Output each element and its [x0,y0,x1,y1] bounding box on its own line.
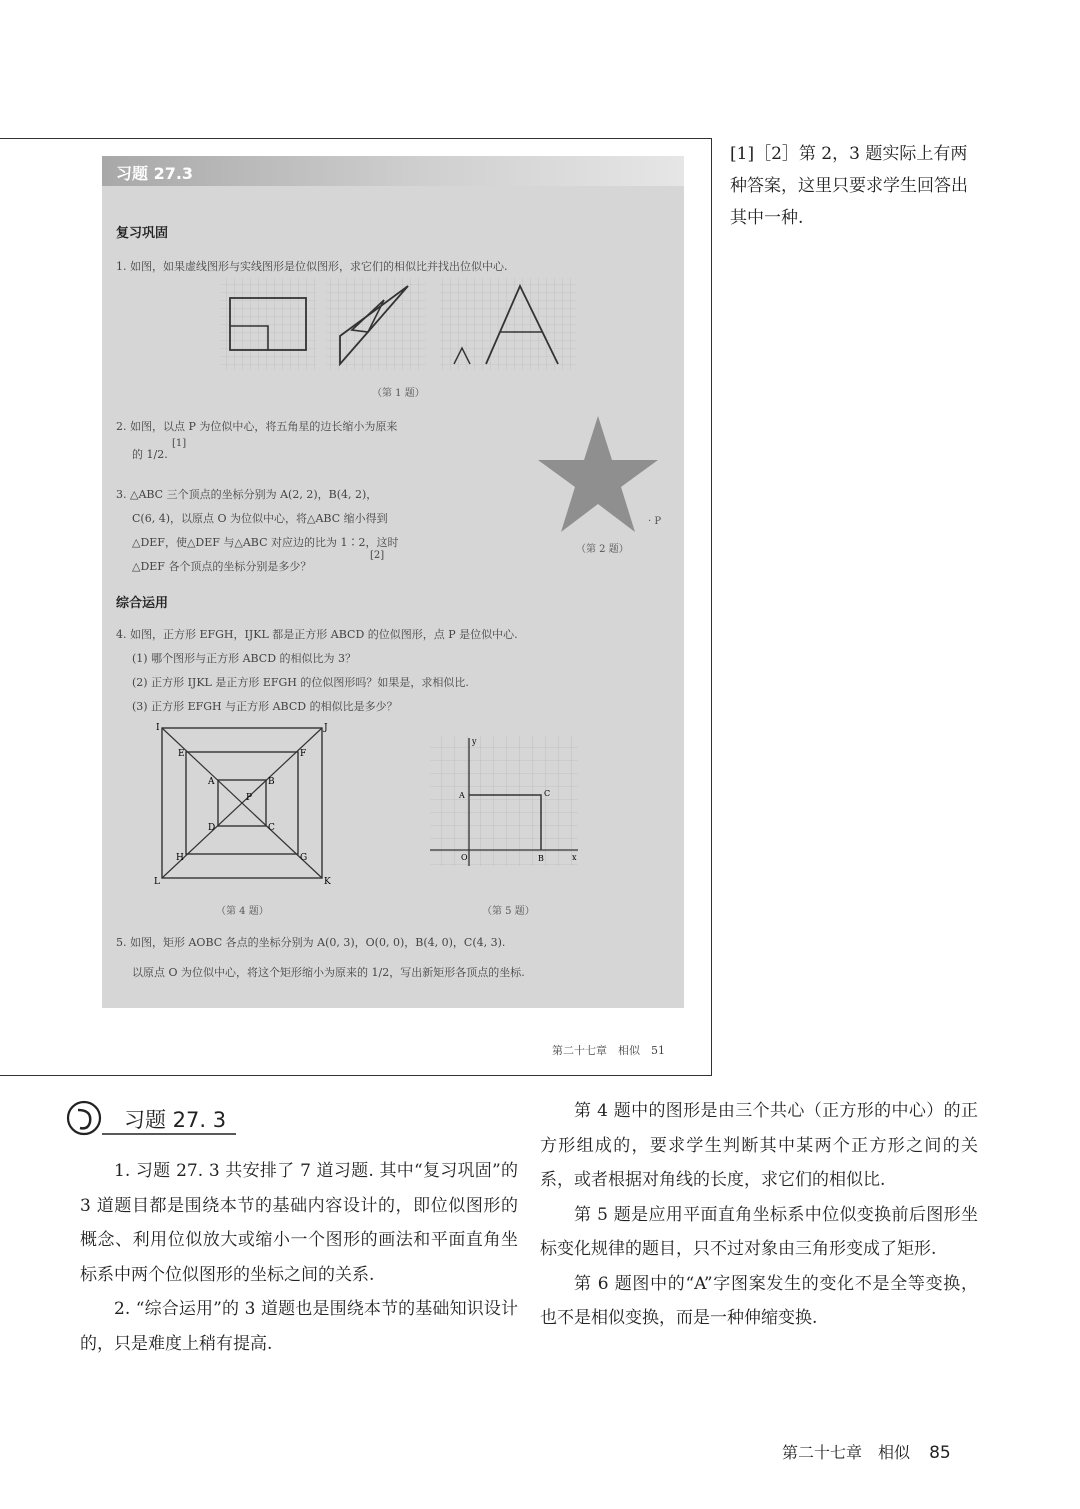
paragraph: 第 6 题图中的“A”字图案发生的变化不是全等变换，也不是相似变换，而是一种伸缩变换. [540,1273,978,1328]
figure-1 [218,276,578,376]
figure-2-star [536,412,664,536]
exercise-header-bar [102,156,684,186]
label-c: C [268,823,275,833]
page-footer [782,1440,951,1463]
label-a: A [208,777,215,787]
left-column [80,1154,518,1361]
question-5-line2: 以原点 O 为位似中心，将这个矩形缩小为原来的 1/2，写出新矩形各顶点的坐标. [132,966,525,979]
question-2-line2: 的 1/2. [132,448,168,461]
fig5-caption: （第 5 题） [482,906,535,917]
question-3-line1: 3. △ABC 三个顶点的坐标分别为 A(2, 2)，B(4, 2)， [116,488,378,501]
question-4-part2: (2) 正方形 IJKL 是正方形 EFGH 的位似图形吗？如果是，求相似比. [132,676,469,689]
grid-1a [220,278,316,370]
figure-4 [154,722,336,888]
side-note: [1]［2］第 2，3 题实际上有两种答案，这里只要求学生回答出其中一种. [730,144,968,228]
x-label: x [572,853,577,862]
paragraph: 1. 习题 27. 3 共安排了 7 道习题. 其中“复习巩固”的 3 道题目都是围绕本节的基础内容设计的，即位似图形的概念、利用位似放大或缩小一个图形的画法和平面直角坐标系中两个位似图形的坐标之间的关系. [80,1161,518,1285]
y-label: y [472,737,477,746]
note-mark-1: [1] [172,438,187,449]
label-c5: C [544,789,551,798]
question-4-part3: (3) 正方形 EFGH 与正方形 ABCD 的相似比是多少？ [132,700,398,713]
question-4-part1: (1) 哪个图形与正方形 ABCD 的相似比为 3？ [132,652,357,665]
label-h: H [176,853,184,863]
label-e: E [178,749,185,759]
note-mark-2: [2] [370,550,385,561]
question-4-line1: 4. 如图，正方形 EFGH，IJKL 都是正方形 ABCD 的位似图形，点 P 是位似中心. [116,628,518,641]
question-3-line2: C(6, 4)，以原点 O 为位似中心，将△ABC 缩小得到 [132,512,388,525]
question-3-line4: △DEF 各个顶点的坐标分别是多少？ [132,560,312,573]
label-b: B [268,777,275,787]
question-5-line1: 5. 如图，矩形 AOBC 各点的坐标分别为 A(0, 3)，O(0, 0)，B(4, 0)，C(4, 3). [116,936,506,949]
label-i: I [156,723,160,733]
fig1-caption: （第 1 题） [372,388,425,399]
label-f: F [300,749,307,759]
label-b5: B [538,854,544,863]
figure-5 [428,734,580,870]
question-1: 1. 如图，如果虚线图形与实线图形是位似图形，求它们的相似比并找出位似中心. [116,260,508,273]
grid-1c [440,278,576,370]
label-l: L [154,877,160,887]
grid-5 [430,736,578,866]
tick-y3: A [459,791,465,800]
section-heading [62,1098,240,1138]
label-d: D [208,823,216,833]
fig2-point: · P [648,516,662,527]
section-review: 复习巩固 [116,226,169,241]
exercise-header: 习题 27.3 [116,164,194,183]
page-number: 85 [929,1443,951,1463]
label-j: J [324,723,328,733]
label-p: P [246,793,253,803]
section-apply: 综合运用 [116,596,169,611]
paragraph: 2. “综合运用”的 3 道题也是围绕本节的基础知识设计的，只是难度上稍有提高. [80,1299,518,1354]
right-column [540,1094,978,1336]
inset-page-footer: 第二十七章 相似 51 [552,1044,665,1057]
textbook-inset [102,156,684,1008]
star-shape [538,416,658,532]
question-2-line1: 2. 如图，以点 P 为位似中心，将五角星的边长缩小为原来 [116,420,398,433]
chapter-title: 第二十七章 相似 [782,1443,911,1462]
label-k: K [324,877,331,887]
paragraph: 第 4 题中的图形是由三个共心（正方形的中心）的正方形组成的，要求学生判断其中某两个正方形之间的关系，或者根据对角线的长度，求它们的相似比. [540,1101,978,1190]
question-3-line3: △DEF，使△DEF 与△ABC 对应边的比为 1∶2，这时 [132,536,399,549]
label-g: G [300,853,308,863]
paragraph: 第 5 题是应用平面直角坐标系中位似变换前后图形坐标变化规律的题目，只不过对象由三角形变成了矩形. [540,1204,978,1259]
heading-title: 习题 27. 3 [124,1108,227,1132]
fig4-caption: （第 4 题） [216,906,269,917]
fig2-caption: （第 2 题） [576,544,629,555]
origin-o: O [461,853,468,862]
